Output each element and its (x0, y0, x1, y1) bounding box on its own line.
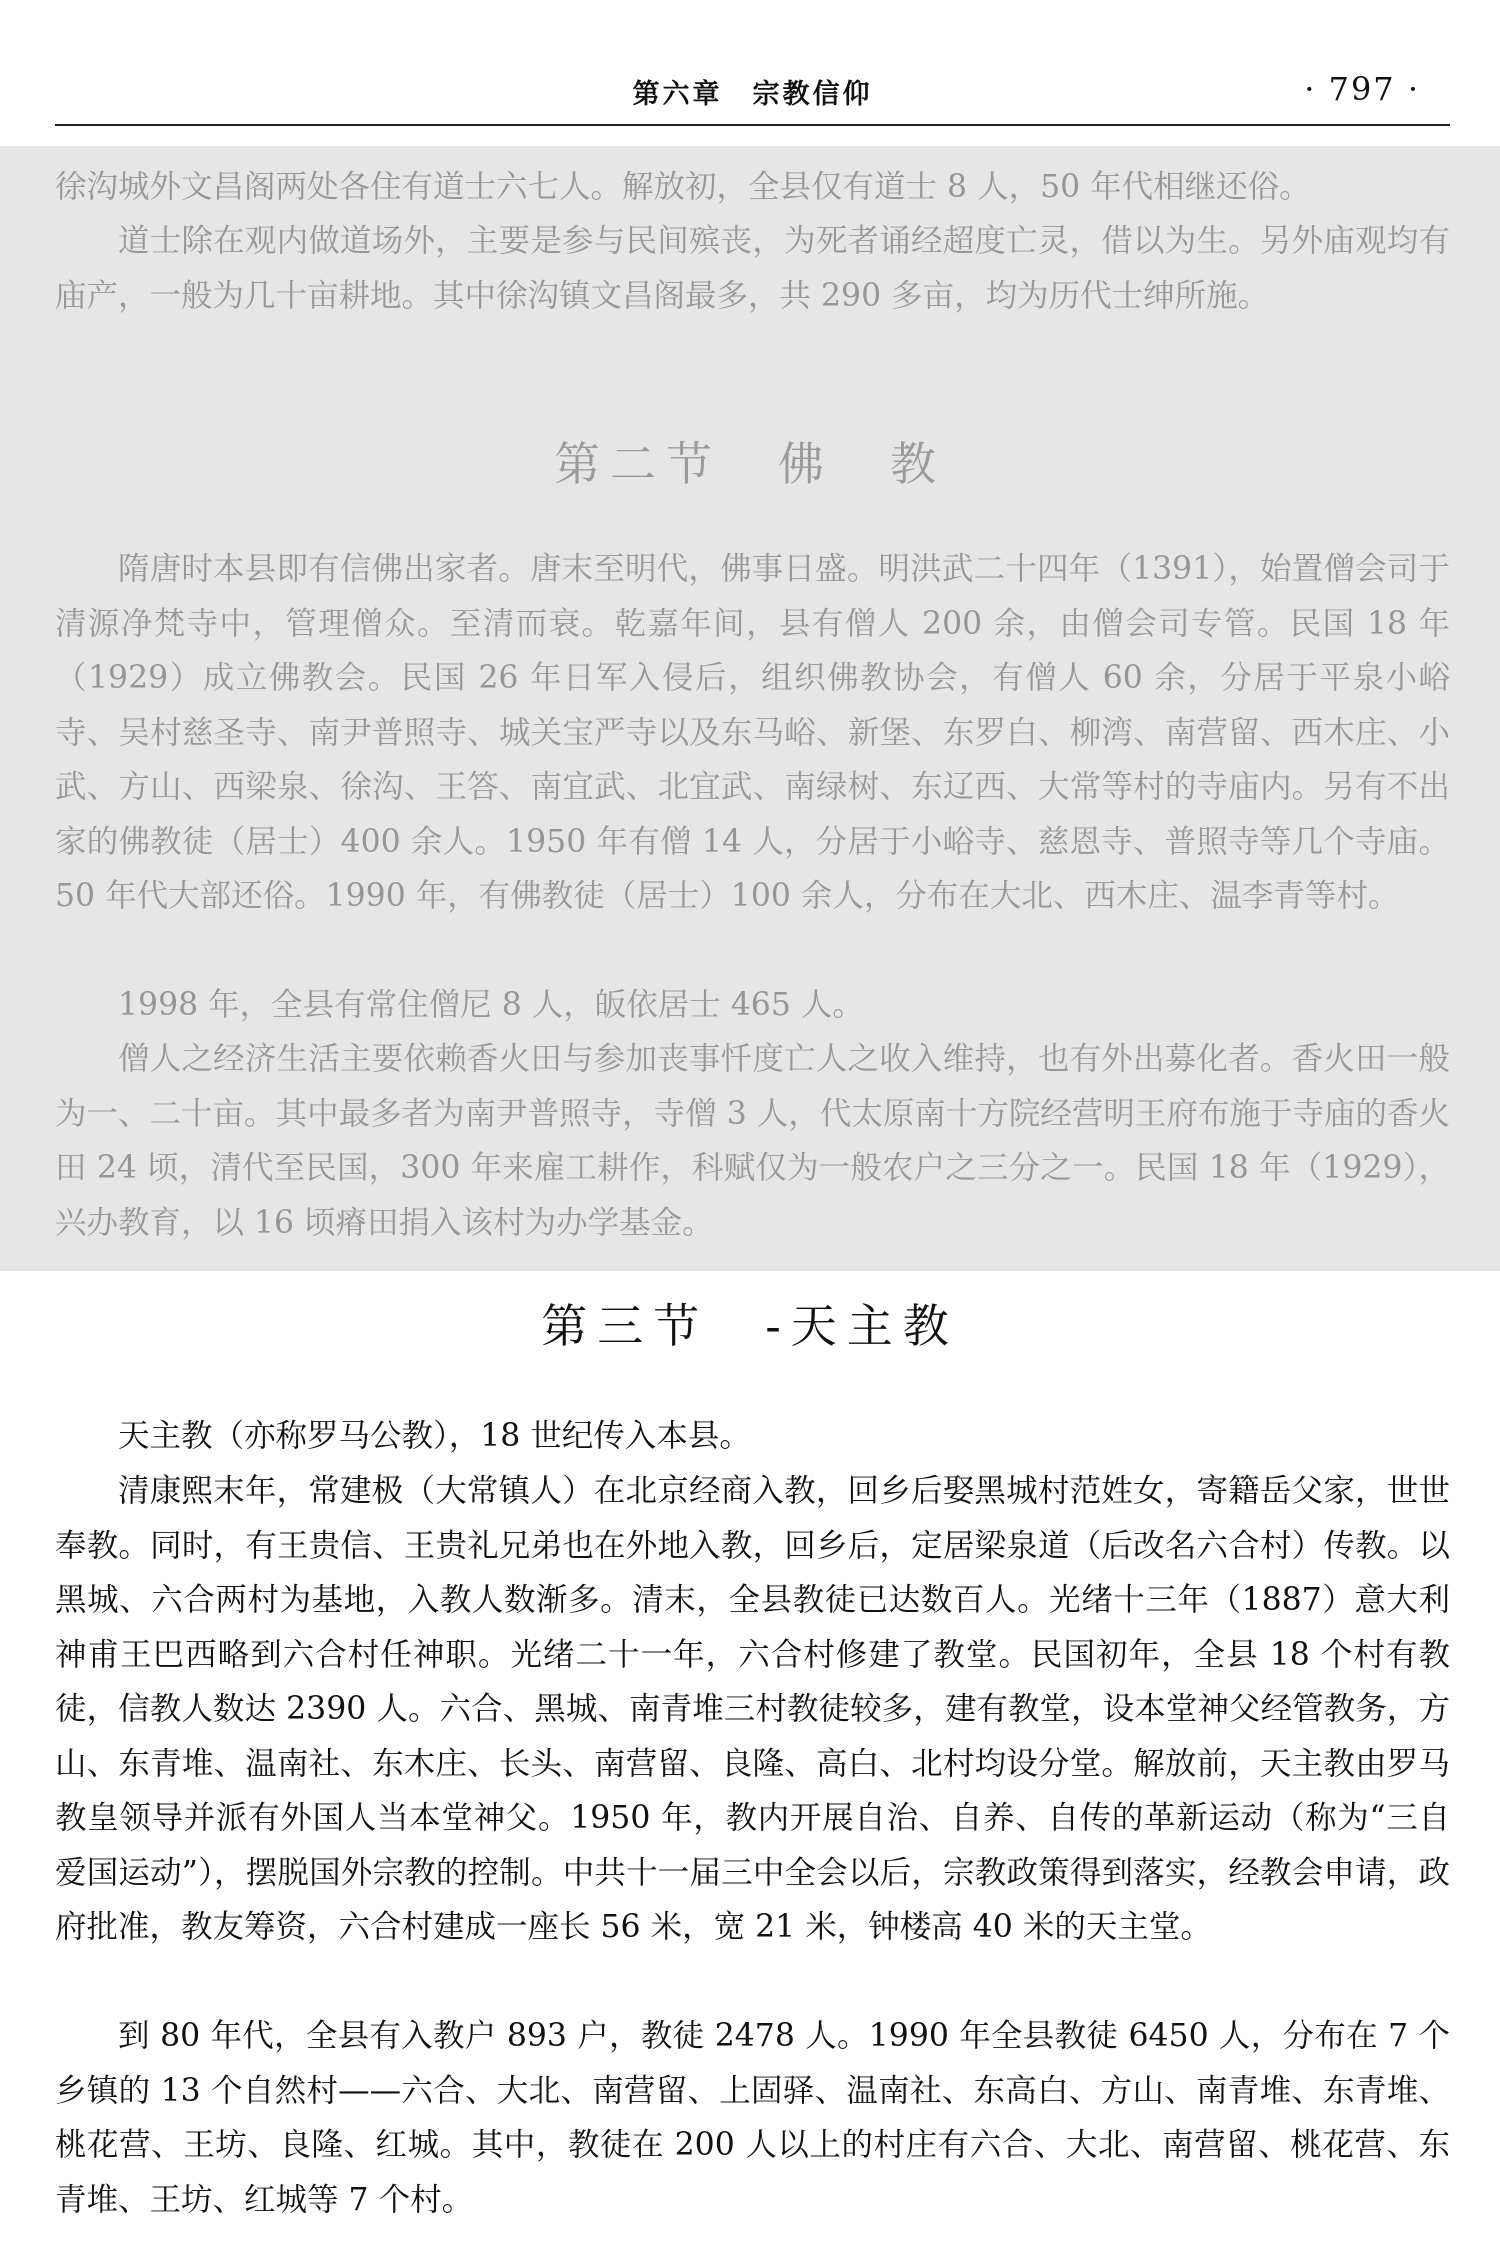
paragraph-buddhism-history: 隋唐时本县即有信佛出家者。唐末至明代，佛事日盛。明洪武二十四年（1391），始置僧会司于清源净梵寺中，管理僧众。至清而衰。乾嘉年间，县有僧人 200 余，由僧会司专管。民国 18 年（1929）成立佛教会。民国 26 年日军入侵后，组织佛教协会，有僧人 60 余，分居于平泉小峪寺、吴村慈圣寺、南尹普照寺、城关宝严寺以及东马峪、新堡、东罗白、柳湾、南营留、西木庄、小武、方山、西梁泉、徐沟、王答、南宜武、北宜武、南绿树、东辽西、大常等村的寺庙内。另有不出家的佛教徒（居士）400 余人。1950 年有僧 14 人，分居于小峪寺、慈恩寺、普照寺等几个寺庙。50 年代大部还俗。1990 年，有佛教徒（居士）100 余人，分布在大北、西木庄、温李青等村。 (55, 551, 1450, 914)
paragraph-catholic-1980s: 到 80 年代，全县有入教户 893 户，教徒 2478 人。1990 年全县教徒 6450 人，分布在 7 个乡镇的 13 个自然村——六合、大北、南营留、上固驿、温南社、东高白、方山、南青堆、东青堆、桃花营、王坊、良隆、红城。其中，教徒在 200 人以上的村庄有六合、大北、南营留、桃花营、东青堆、王坊、红城等 7 个村。 (55, 2018, 1450, 2218)
paragraph-taoist-economy: 道士除在观内做道场外，主要是参与民间殡丧，为死者诵经超度亡灵，借以为生。另外庙观均有庙产，一般为几十亩耕地。其中徐沟镇文昌阁最多，共 290 多亩，均为历代士绅所施。 (55, 223, 1450, 314)
paragraph-buddhism-1998: 1998 年，全县有常住僧尼 8 人，皈依居士 465 人。 (118, 987, 864, 1023)
running-header (55, 64, 1450, 126)
page-number: · 797 · (1304, 70, 1420, 108)
paragraph-catholic-intro: 天主教（亦称罗马公教），18 世纪传入本县。 (118, 1418, 751, 1454)
paragraph-catholic-history: 清康熙末年，常建极（大常镇人）在北京经商入教，回乡后娶黑城村范姓女，寄籍岳父家，世世奉教。同时，有王贵信、王贵礼兄弟也在外地入教，回乡后，定居梁泉道（后改名六合村）传教。以黑城、六合两村为基地，入教人数渐多。清末，全县教徒已达数百人。光绪十三年（1887）意大利神甫王巴西略到六合村任神职。光绪二十一年，六合村修建了教堂。民国初年，全县 18 个村有教徒，信教人数达 2390 人。六合、黑城、南青堆三村教徒较多，建有教堂，设本堂神父经管教务，方山、东青堆、温南社、东木庄、长头、南营留、良隆、高白、北村均设分堂。解放前，天主教由罗马教皇领导并派有外国人当本堂神父。1950 年，教内开展自治、自养、自传的革新运动（称为“三自爱国运动”），摆脱国外宗教的控制。中共十一届三中全会以后，宗教政策得到落实，经教会申请，政府批准，教友筹资，六合村建成一座长 56 米，宽 21 米，钟楼高 40 米的天主堂。 (55, 1473, 1450, 1945)
faded-upper-section (0, 146, 1500, 1271)
section-title-catholicism: 第三节 -天主教 (541, 1299, 959, 1353)
section-title-buddhism: 第二节 佛 教 (554, 437, 946, 491)
paragraph-taoist-end: 徐沟城外文昌阁两处各住有道士六七人。解放初，全县仅有道士 8 人，50 年代相继还俗。 (55, 169, 1311, 205)
chapter-title: 第六章 宗教信仰 (632, 79, 873, 110)
paragraph-buddhism-economy: 僧人之经济生活主要依赖香火田与参加丧事忏度亡人之收入维持，也有外出募化者。香火田一般为一、二十亩。其中最多者为南尹普照寺，寺僧 3 人，代太原南十方院经营明王府布施于寺庙的香火田 24 顷，清代至民国，300 年来雇工耕作，科赋仅为一般农户之三分之一。民国 18 年（1929），兴办教育，以 16 顷瘠田捐入该村为办学基金。 (55, 1041, 1450, 1241)
